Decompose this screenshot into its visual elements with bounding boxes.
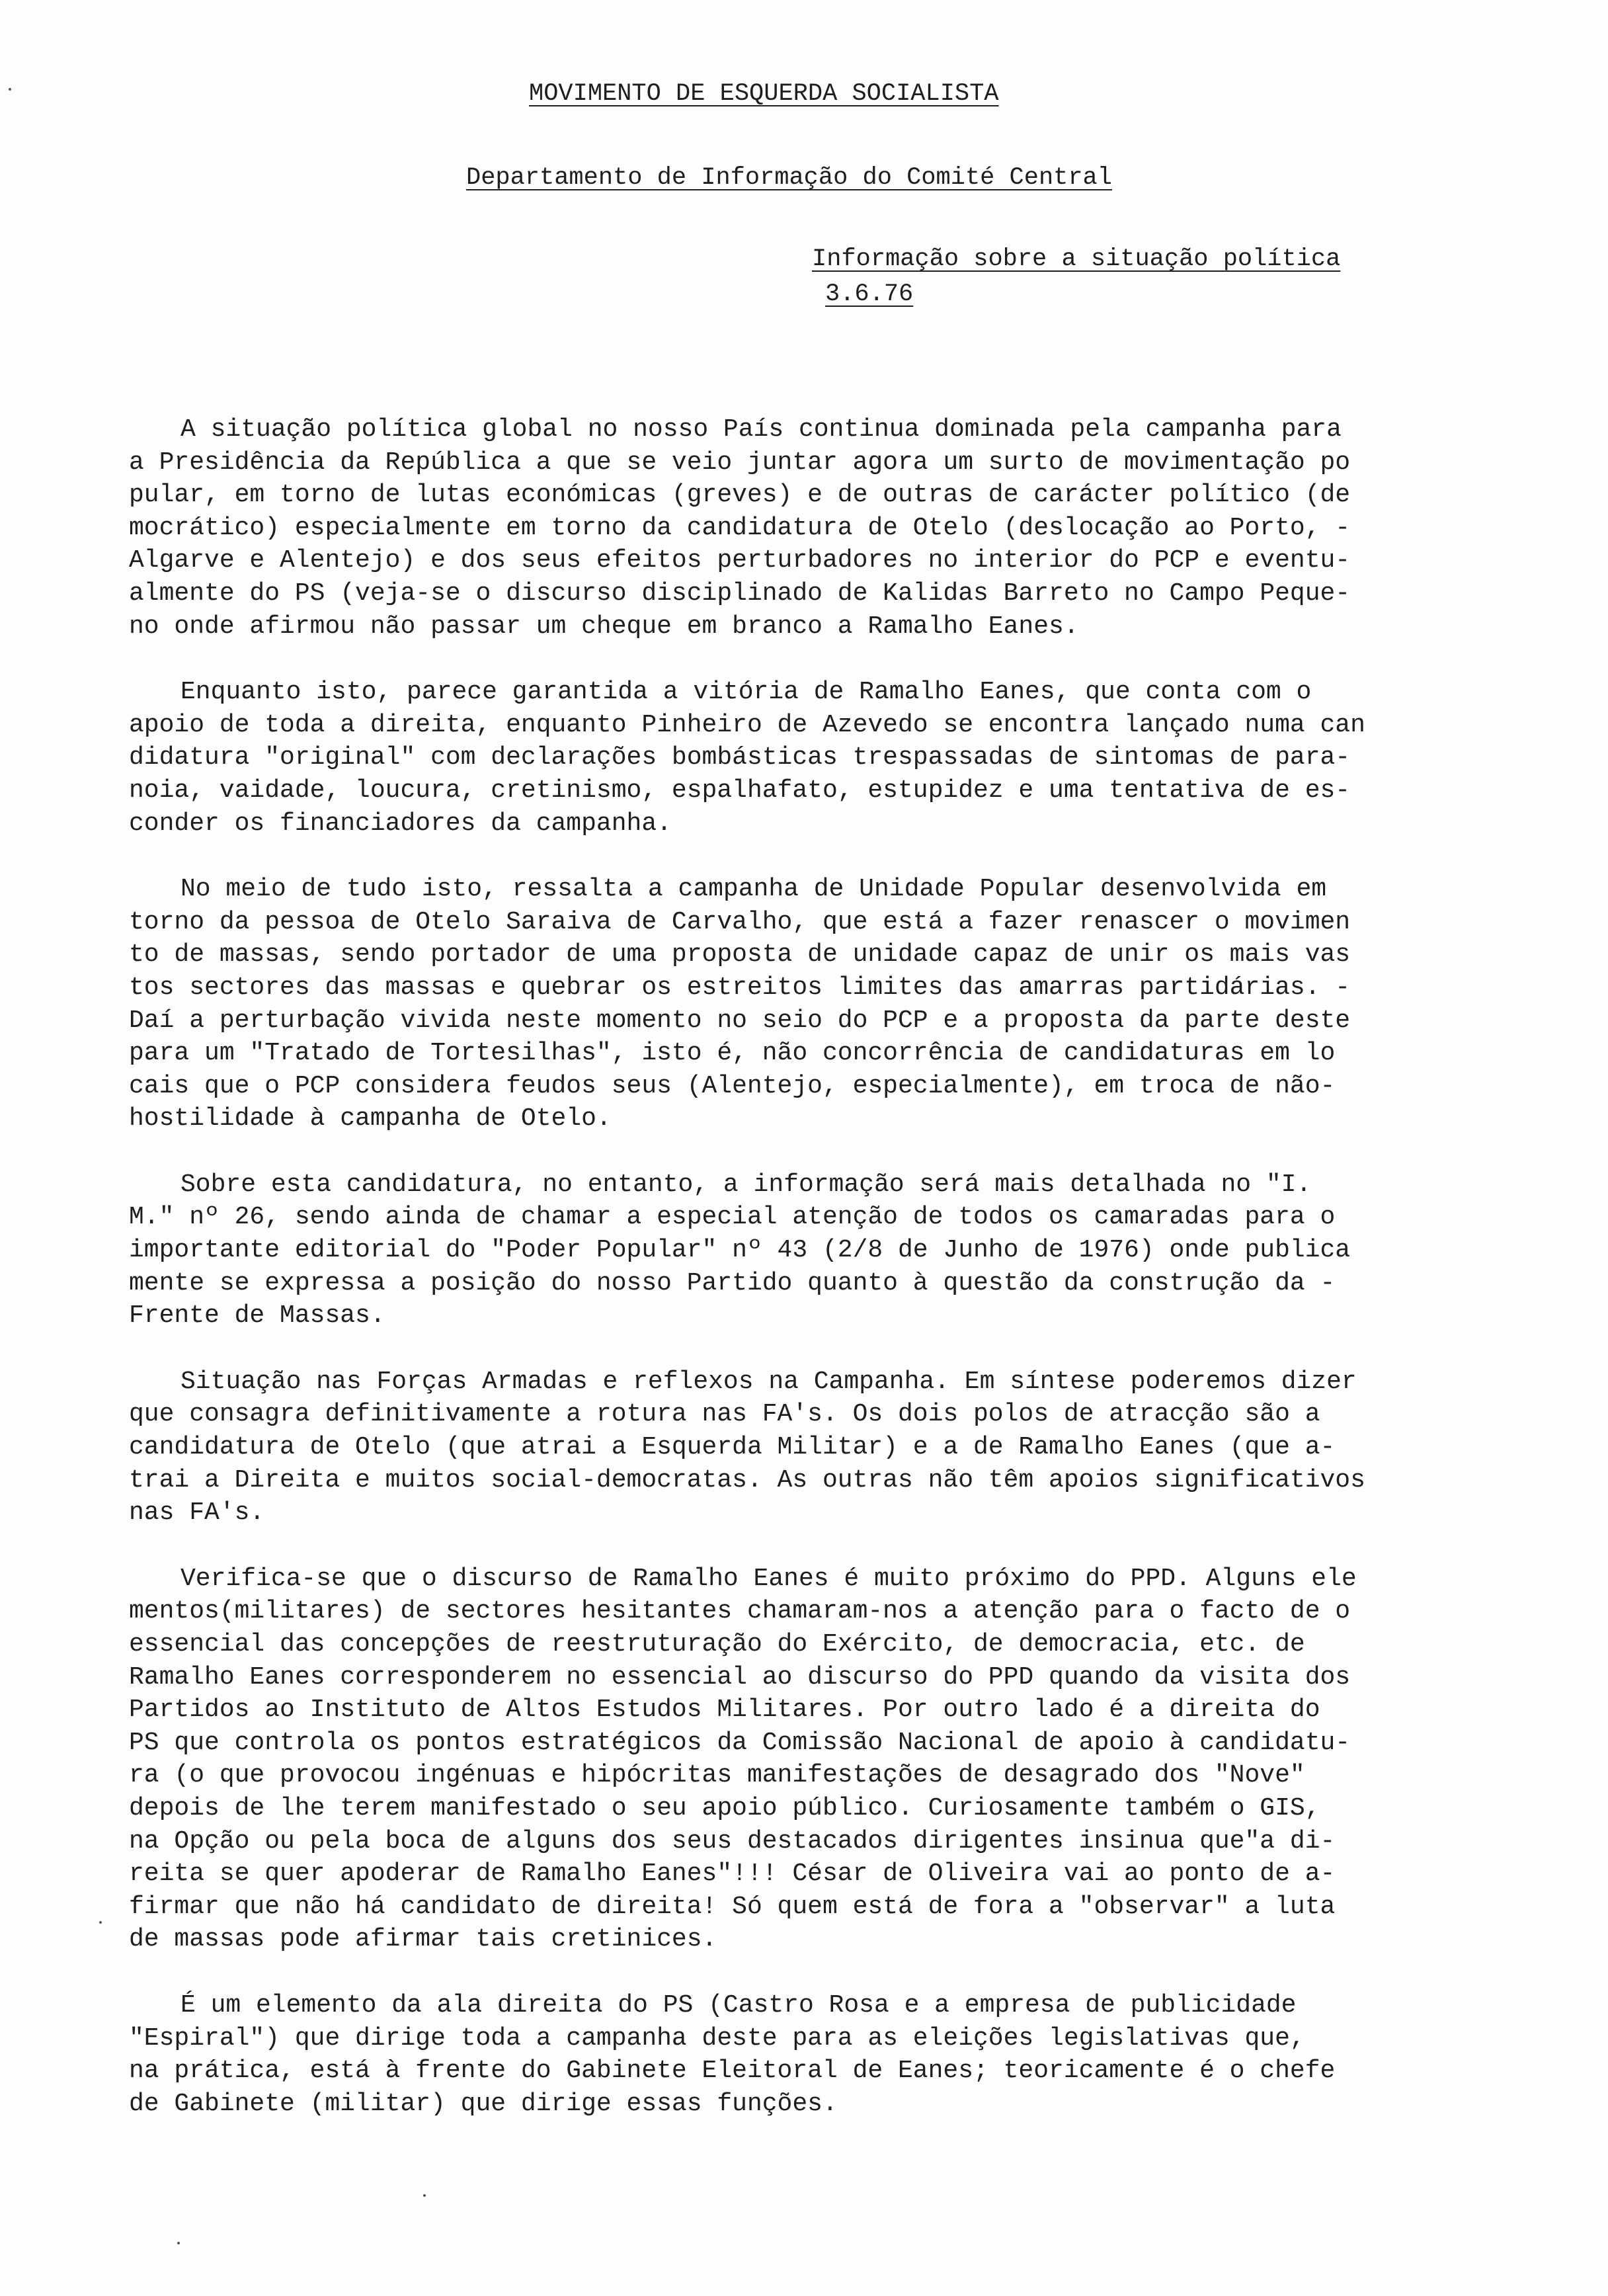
paragraph [129,1168,1491,1332]
text-line: trai a Direita e muitos social-democratas. As outras não têm apoios significativos [129,1465,1365,1495]
text-line: candidatura de Otelo (que atrai a Esquerda Militar) e a de Ramalho Eanes (que a- [129,1433,1336,1462]
text-line: conder os financiadores da campanha. [129,809,672,838]
paragraph [129,1989,1491,2120]
document-title: Informação sobre a situação política [812,245,1341,273]
text-line: reita se quer apoderar de Ramalho Eanes"!!! César de Oliveira vai ao ponto de a- [129,1860,1336,1889]
text-line: Frente de Massas. [129,1301,385,1331]
paragraph [129,873,1491,1135]
paragraph [129,676,1491,840]
text-line: ra (o que provocou ingénuas e hipócritas manifestações de desagrado dos "Nove" [129,1761,1305,1790]
document-body [129,413,1491,2153]
paragraph [129,1366,1491,1530]
paragraph [129,413,1491,643]
text-line: Algarve e Alentejo) e dos seus efeitos perturbadores no interior do PCP e eventu- [129,546,1351,575]
text-line: mente se expressa a posição do nosso Partido quanto à questão da construção da - [129,1268,1336,1297]
text-line: essencial das concepções de reestruturação do Exército, de democracia, etc. de [129,1630,1305,1659]
text-line: Verifica-se que o discurso de Ramalho Eanes é muito próximo do PPD. Alguns ele [181,1564,1357,1593]
text-line: Situação nas Forças Armadas e reflexos na Campanha. Em síntese poderemos dizer [181,1367,1357,1396]
text-line: apoio de toda a direita, enquanto Pinheiro de Azevedo se encontra lançado numa can [129,710,1365,739]
text-line: Ramalho Eanes corresponderem no essencial ao discurso do PPD quando da visita dos [129,1662,1351,1692]
scan-speck [177,2242,180,2244]
scan-speck [99,1921,102,1924]
scan-speck [9,88,11,91]
text-line: de massas pode afirmar tais cretinices. [129,1925,717,1954]
text-line: importante editorial do "Poder Popular" nº 43 (2/8 de Junho de 1976) onde publica [129,1236,1351,1265]
text-line: a Presidência da República a que se veio juntar agora um surto de movimentação po [129,448,1351,477]
text-line: depois de lhe terem manifestado o seu apoio público. Curiosamente também o GIS, [129,1793,1320,1823]
text-line: mentos(militares) de sectores hesitantes chamaram-nos a atenção para o facto de o [129,1597,1351,1626]
text-line: Partidos ao Instituto de Altos Estudos Militares. Por outro lado é a direita do [129,1696,1320,1725]
text-line: firmar que não há candidato de direita! Só quem está de fora a "observar" a luta [129,1892,1336,1921]
text-line: para um "Tratado de Tortesilhas", isto é, não concorrência de candidaturas em lo [129,1039,1336,1068]
text-line: cais que o PCP considera feudos seus (Alentejo, especialmente), em troca de não- [129,1071,1336,1100]
text-line: didatura "original" com declarações bombásticas trespassadas de sintomas de para- [129,743,1351,772]
text-line: de Gabinete (militar) que dirige essas funções. [129,2089,838,2118]
text-line: to de massas, sendo portador de uma proposta de unidade capaz de unir os mais vas [129,940,1351,969]
paragraph [129,1563,1491,1956]
text-line: A situação política global no nosso País continua dominada pela campanha para [181,415,1342,444]
text-line: torno da pessoa de Otelo Saraiva de Carvalho, que está a fazer renascer o movimen [129,907,1351,936]
text-line: nas FA's. [129,1498,265,1528]
scan-speck [423,2194,426,2197]
text-line: Enquanto isto, parece garantida a vitória de Ramalho Eanes, que conta com o [181,678,1312,707]
department-heading: Departamento de Informação do Comité Central [466,164,1112,192]
text-line: que consagra definitivamente a rotura nas FA's. Os dois polos de atracção são a [129,1400,1320,1429]
text-line: na prática, está à frente do Gabinete Eleitoral de Eanes; teoricamente é o chefe [129,2057,1336,2086]
text-line: na Opção ou pela boca de alguns dos seus destacados dirigentes insinua que"a di- [129,1826,1336,1856]
document-date: 3.6.76 [825,280,914,308]
text-line: É um elemento da ala direita do PS (Castro Rosa e a empresa de publicidade [181,1990,1297,2020]
text-line: Daí a perturbação vivida neste momento no seio do PCP e a proposta da parte deste [129,1006,1351,1035]
text-line: PS que controla os pontos estratégicos da Comissão Nacional de apoio à candidatu- [129,1728,1351,1757]
text-line: hostilidade à campanha de Otelo. [129,1104,612,1133]
text-line: M." nº 26, sendo ainda de chamar a especial atenção de todos os camaradas para o [129,1203,1336,1232]
text-line: tos sectores das massas e quebrar os estreitos limites das amarras partidárias. - [129,973,1351,1002]
text-line: Sobre esta candidatura, no entanto, a informação será mais detalhada no "I. [181,1170,1312,1199]
text-line: pular, em torno de lutas económicas (greves) e de outras de carácter político (de [129,481,1351,510]
text-line: mocrático) especialmente em torno da candidatura de Otelo (deslocação ao Porto, - [129,513,1351,542]
text-line: noia, vaidade, loucura, cretinismo, espalhafato, estupidez e uma tentativa de es- [129,776,1351,805]
text-line: no onde afirmou não passar um cheque em branco a Ramalho Eanes. [129,612,1079,641]
organization-heading: MOVIMENTO DE ESQUERDA SOCIALISTA [529,80,999,108]
text-line: almente do PS (veja-se o discurso disciplinado de Kalidas Barreto no Campo Peque- [129,579,1351,608]
text-line: No meio de tudo isto, ressalta a campanha de Unidade Popular desenvolvida em [181,875,1327,904]
text-line: "Espiral") que dirige toda a campanha deste para as eleições legislativas que, [129,2024,1305,2053]
